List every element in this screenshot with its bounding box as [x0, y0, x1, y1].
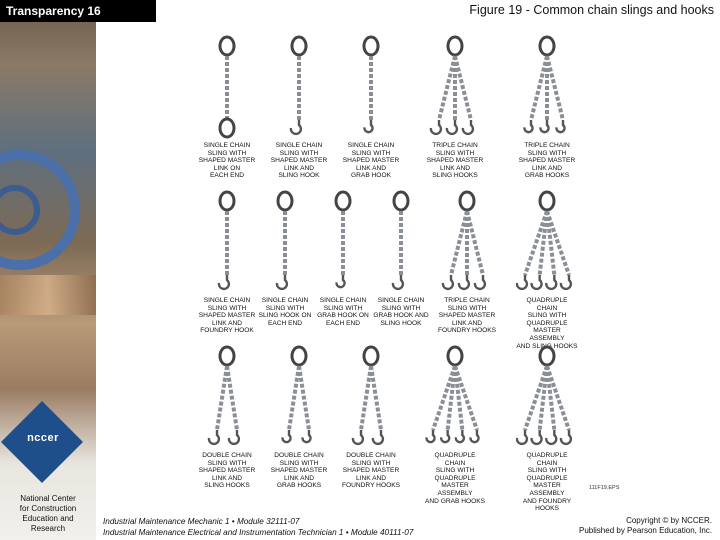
sling-hook-icon — [561, 430, 571, 444]
chain-leg — [540, 211, 547, 275]
grab-hook-icon — [337, 275, 345, 287]
sling-figure — [516, 344, 578, 513]
chain-leg — [547, 56, 563, 120]
sling-hook-icon — [353, 430, 363, 444]
sling-drawing — [370, 189, 432, 297]
sling-figure — [196, 34, 258, 180]
sling-drawing — [254, 189, 316, 297]
sling-hook-icon — [443, 275, 453, 289]
chain-leg — [547, 366, 554, 430]
sling-figure — [436, 189, 498, 335]
sling-drawing — [196, 344, 258, 452]
chain-leg — [448, 366, 455, 430]
grab-hook-icon — [365, 120, 373, 132]
grab-hook-icon — [456, 430, 464, 442]
master-link-icon — [364, 37, 378, 55]
chain-leg — [361, 366, 371, 430]
master-link-icon — [292, 37, 306, 55]
grab-hook-icon — [471, 430, 479, 442]
chain-leg — [531, 56, 547, 120]
sling-figure — [312, 189, 374, 327]
sling-caption: SINGLE CHAIN SLING WITH GRAB HOOK ON EACH END — [317, 297, 369, 327]
sling-hook-icon — [291, 120, 301, 134]
master-link-icon — [292, 347, 306, 365]
sling-caption: TRIPLE CHAIN SLING WITH SHAPED MASTER LINK AND GRAB HOOKS — [518, 142, 576, 180]
sling-drawing — [436, 189, 498, 297]
sling-figure — [516, 34, 578, 180]
sling-caption: QUADRUPLE CHAIN SLING WITH QUADRUPLE MASTER ASSEMBLY AND SLING HOOKS — [516, 297, 578, 350]
master-link-icon — [448, 347, 462, 365]
sling-hook-icon — [431, 120, 441, 134]
sling-drawing — [516, 344, 578, 452]
grab-hook-icon — [283, 430, 291, 442]
master-link-icon — [394, 192, 408, 210]
chain-leg — [540, 366, 547, 430]
sling-figure — [340, 344, 402, 490]
copyright-line-1: Copyright © by NCCER. — [626, 516, 712, 525]
sling-caption: DOUBLE CHAIN SLING WITH SHAPED MASTER LINK AND GRAB HOOKS — [270, 452, 328, 490]
figure-title: Figure 19 - Common chain slings and hooks — [469, 3, 714, 17]
footer-copyright — [579, 516, 712, 536]
sling-drawing — [340, 34, 402, 142]
master-link-icon — [220, 347, 234, 365]
master-link-icon — [278, 192, 292, 210]
chain-leg — [451, 211, 467, 275]
sling-hook-icon — [209, 430, 219, 444]
sling-drawing — [516, 34, 578, 142]
sling-figure — [340, 34, 402, 180]
sling-caption: SINGLE CHAIN SLING WITH SHAPED MASTER LINK AND SLING HOOK — [270, 142, 328, 180]
master-link-icon — [220, 119, 234, 137]
chain-leg — [467, 211, 483, 275]
sling-drawing — [516, 189, 578, 297]
sling-caption: TRIPLE CHAIN SLING WITH SHAPED MASTER LINK AND SLING HOOKS — [426, 142, 484, 180]
master-link-icon — [540, 192, 554, 210]
sling-caption: TRIPLE CHAIN SLING WITH SHAPED MASTER LINK AND FOUNDRY HOOKS — [437, 297, 496, 335]
grab-hook-icon — [557, 120, 565, 132]
sling-drawing — [196, 34, 258, 142]
sling-hook-icon — [561, 275, 571, 289]
sling-hook-icon — [532, 430, 542, 444]
sling-hook-icon — [229, 430, 239, 444]
sling-figure — [370, 189, 432, 327]
sling-drawing — [312, 189, 374, 297]
sling-caption: DOUBLE CHAIN SLING WITH SHAPED MASTER LINK AND SLING HOOKS — [198, 452, 256, 490]
sling-figure — [268, 344, 330, 490]
grab-hook-icon — [541, 120, 549, 132]
transparency-label: Transparency 16 — [0, 0, 156, 22]
grab-hook-icon — [303, 430, 311, 442]
sling-hook-icon — [532, 275, 542, 289]
sling-caption: SINGLE CHAIN SLING WITH SHAPED MASTER LINK AND FOUNDRY HOOK — [198, 297, 256, 335]
sling-figure — [196, 189, 258, 335]
grab-hook-icon — [427, 430, 435, 442]
chain-leg — [439, 56, 455, 120]
sling-caption: SINGLE CHAIN SLING WITH SLING HOOK ON EACH END — [258, 297, 312, 327]
sling-figure — [268, 34, 330, 180]
grab-hook-icon — [441, 430, 449, 442]
pipe-graphic — [0, 275, 96, 315]
master-link-icon — [336, 192, 350, 210]
sling-caption: SINGLE CHAIN SLING WITH SHAPED MASTER LINK AND GRAB HOOK — [342, 142, 400, 180]
sling-hook-icon — [219, 275, 229, 289]
master-link-icon — [448, 37, 462, 55]
logo-text: nccer — [27, 432, 59, 444]
sling-hook-icon — [475, 275, 485, 289]
sling-figure — [424, 34, 486, 180]
sling-drawing — [424, 344, 486, 452]
grab-hook-icon — [525, 120, 533, 132]
sling-drawing — [268, 34, 330, 142]
figure-number: 111F19.EPS — [589, 485, 620, 491]
chain-leg — [371, 366, 381, 430]
sling-hook-icon — [459, 275, 469, 289]
org-name: National Center for Construction Education and Research — [19, 494, 77, 533]
sling-drawing — [424, 34, 486, 142]
master-link-icon — [220, 192, 234, 210]
chain-leg — [455, 366, 462, 430]
sling-hook-icon — [393, 275, 403, 289]
chain-leg — [455, 56, 471, 120]
sling-drawing — [196, 189, 258, 297]
sling-figure — [424, 344, 486, 505]
sling-hook-icon — [517, 430, 527, 444]
footer-line-1: Industrial Maintenance Mechanic 1 • Module 32111-07 — [103, 517, 300, 526]
master-link-icon — [220, 37, 234, 55]
master-link-icon — [540, 37, 554, 55]
chain-leg — [227, 366, 237, 430]
sling-figure — [254, 189, 316, 327]
sling-caption: SINGLE CHAIN SLING WITH SHAPED MASTER LINK ON EACH END — [198, 142, 256, 180]
master-link-icon — [540, 347, 554, 365]
sling-caption: SINGLE CHAIN SLING WITH GRAB HOOK AND SLING HOOK — [373, 297, 429, 327]
footer-modules — [103, 516, 413, 538]
sling-caption: DOUBLE CHAIN SLING WITH SHAPED MASTER LINK AND FOUNDRY HOOKS — [341, 452, 400, 490]
sling-hook-icon — [373, 430, 383, 444]
sling-hook-icon — [463, 120, 473, 134]
chain-leg — [289, 366, 299, 430]
sling-hook-icon — [546, 275, 556, 289]
sling-caption: QUADRUPLE CHAIN SLING WITH QUADRUPLE MASTER ASSEMBLY AND FOUNDRY HOOKS — [522, 452, 572, 513]
sling-hook-icon — [277, 275, 287, 289]
sling-drawing — [340, 344, 402, 452]
chain-leg — [547, 211, 554, 275]
sling-drawing — [268, 344, 330, 452]
sling-hook-icon — [546, 430, 556, 444]
master-link-icon — [364, 347, 378, 365]
master-link-icon — [460, 192, 474, 210]
sling-figure — [516, 189, 578, 350]
chain-leg — [217, 366, 227, 430]
chain-leg — [299, 366, 309, 430]
copyright-line-2: Published by Pearson Education, Inc. — [579, 526, 712, 535]
sling-figure — [196, 344, 258, 490]
sling-caption: QUADRUPLE CHAIN SLING WITH QUADRUPLE MASTER ASSEMBLY AND GRAB HOOKS — [424, 452, 486, 505]
sling-hook-icon — [517, 275, 527, 289]
footer-line-2: Industrial Maintenance Electrical and Instrumentation Technician 1 • Module 40111-07 — [103, 528, 414, 537]
sling-hook-icon — [447, 120, 457, 134]
